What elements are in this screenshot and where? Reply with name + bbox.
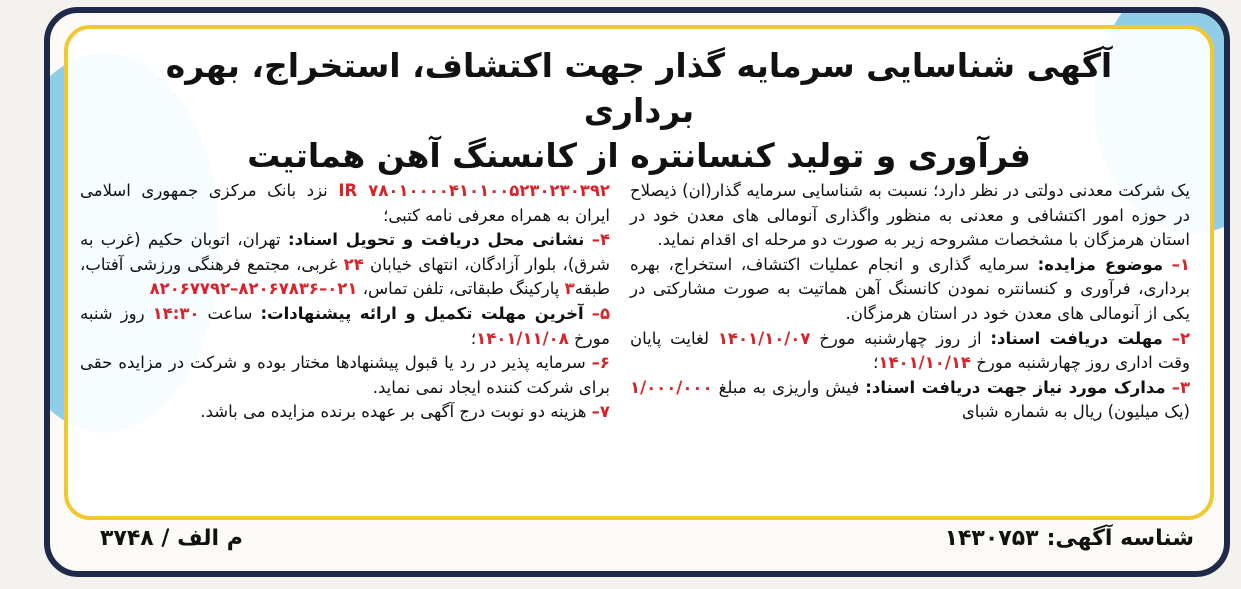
item-7-text: هزینه دو نوبت درج آگهی بر عهده برنده مزایده می باشد. — [200, 402, 592, 422]
item-2-text: از روز چهارشنبه مورخ — [810, 328, 991, 348]
item-3-amount: ۱/۰۰۰/۰۰۰ — [630, 377, 713, 397]
ad-frame — [44, 7, 1230, 577]
item-1 — [630, 253, 1190, 327]
item-3-label: مدارک مورد نیاز جهت دریافت اسناد: — [865, 377, 1166, 397]
item-5-date: ۱۴۰۱/۱۱/۰۸ — [476, 328, 569, 348]
item-6 — [80, 351, 610, 400]
item-2-label: مهلت دریافت اسناد: — [990, 328, 1163, 348]
item-4-number: ۴– — [591, 230, 611, 250]
item-5 — [80, 302, 610, 351]
title-line-2: فرآوری و تولید کنسانتره از کانسنگ آهن هماتیت — [247, 136, 1031, 175]
ad-id-value: ۱۴۳۰۷۵۳ — [944, 526, 1039, 551]
item-2-number: ۲– — [1171, 328, 1191, 348]
item-4-text-3: پارکینگ طبقاتی، تلفن تماس، — [362, 279, 565, 299]
title-line-1: آگهی شناسایی سرمایه گذار جهت اکتشاف، استخراج، بهره برداری — [165, 46, 1113, 130]
item-5-time: ۱۴:۳۰ — [152, 303, 200, 323]
ad-title — [108, 43, 1170, 178]
sheba-number: IR ۷۸۰۱۰۰۰۰۴۱۰۱۰۰۵۲۳۰۲۳۰۳۹۲ — [338, 181, 610, 200]
item-5-number: ۵– — [591, 303, 611, 323]
item-3-text: فیش واریزی به مبلغ — [712, 377, 866, 397]
item-4 — [80, 228, 610, 302]
left-column — [80, 179, 610, 425]
item-4-text-2: غربی، مجتمع فرهنگی ورزشی آفتاب، طبقه — [80, 254, 610, 299]
item-3-continued — [80, 179, 610, 228]
item-3 — [630, 376, 1190, 425]
ad-id — [945, 526, 1194, 551]
item-3-number: ۳– — [1171, 377, 1191, 397]
item-4-label: نشانی محل دریافت و تحویل اسناد: — [287, 230, 585, 250]
item-4-street: ۲۴ — [343, 254, 364, 274]
item-2-text-3: ؛ — [873, 353, 879, 373]
item-1-text: سرمایه گذاری و انجام عملیات اکتشاف، استخراج، بهره برداری، فرآوری و کنسانتره نمودن کانسنگ آهن هماتیت به صورت مشارکتی در یکی از آنومالی های معدن خود در استان هرمزگان. — [630, 254, 1190, 323]
item-4-text: تهران، اتوبان حکیم (غرب به شرق)، بلوار آزادگان، انتهای خیابان — [80, 230, 610, 274]
item-3-text-2: (یک میلیون) ریال به شماره شبای — [961, 402, 1190, 422]
intro-paragraph: یک شرکت معدنی دولتی در نظر دارد؛ نسبت به شناسایی سرمایه گذار(ان) ذیصلاح در حوزه امور اکتشافی و معدنی به منظور واگذاری آنومالی های معدن خود در استان هرمزگان با مشخصات مشروحه زیر به صورت دو مرحله ای اقدام نماید. — [630, 181, 1190, 250]
ad-reference: م الف / ۳۷۴۸ — [100, 526, 243, 551]
item-6-text: سرمایه پذیر در رد یا قبول پیشنهادها مختار بوده و شرکت در مزایده حقی برای شرکت کننده ایجاد نمی نماید. — [80, 353, 610, 397]
item-7 — [80, 400, 610, 425]
item-5-text: ساعت — [199, 303, 261, 323]
ad-content-box — [64, 25, 1214, 520]
item-4-phone: ۰۲۱–۸۲۰۶۷۸۳۶–۸۲۰۶۷۷۹۲ — [149, 279, 358, 299]
item-5-label: آخرین مهلت تکمیل و ارائه پیشنهادات: — [260, 303, 584, 323]
ad-id-label: شناسه آگهی: — [1046, 526, 1194, 551]
right-column — [630, 179, 1190, 425]
item-5-text-3: ؛ — [470, 328, 477, 348]
item-4-floor: ۳ — [564, 279, 575, 299]
item-2-text-2: لغایت پایان وقت اداری روز چهارشنبه مورخ — [630, 328, 1190, 373]
item-7-number: ۷– — [591, 402, 610, 422]
item-1-label: موضوع مزایده: — [1037, 254, 1164, 274]
item-2-end-date: ۱۴۰۱/۱۰/۱۴ — [878, 353, 971, 373]
item-2 — [630, 327, 1190, 376]
item-3-text-3: نزد بانک مرکزی جمهوری اسلامی ایران به همراه معرفی نامه کتبی؛ — [80, 181, 610, 225]
item-2-start-date: ۱۴۰۱/۱۰/۰۷ — [717, 328, 811, 348]
item-5-text-2: روز شنبه مورخ — [80, 303, 610, 348]
item-6-number: ۶– — [591, 353, 610, 373]
item-1-number: ۱– — [1171, 254, 1190, 274]
